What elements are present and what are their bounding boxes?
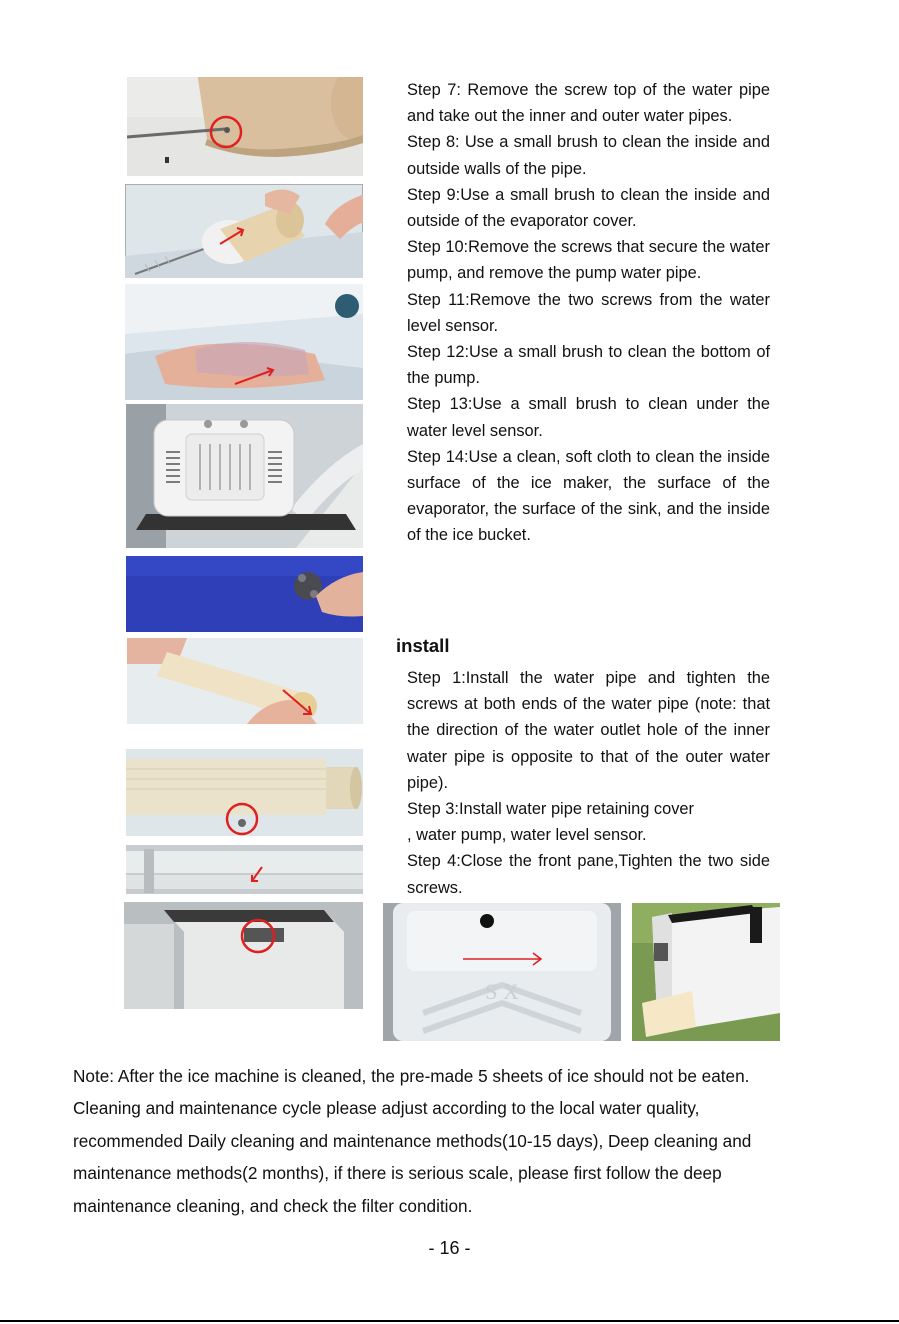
install-heading: install [396,635,450,656]
photo-front-panel-corner [124,902,363,1009]
photo-pipe-end-screw [126,749,363,836]
install-step-1: Step 1:Install the water pipe and tighten the screws at both ends of the water pipe (note: that the direction of the water outlet hole of the inner water pipe is opposite to that of the outer water pipe). [407,669,770,792]
install-step-3-continued: , water pump, water level sensor. [407,826,647,845]
photo-pipe-screw [127,77,363,176]
photo-evaporator-sx [383,903,621,1041]
step-13: Step 13:Use a small brush to clean under the water level sensor. [407,395,770,440]
note-line: maintenance cleaning, and check the filter condition. [73,1195,473,1216]
install-step-4: Step 4:Close the front pane,Tighten the two side screws. [407,852,770,897]
cleaning-steps [407,77,770,549]
page-number: - 16 - [428,1238,471,1258]
maintenance-note [73,1060,833,1222]
photo-install-pipe [127,638,363,724]
photo-brush-pipe [125,184,363,278]
photo-evaporator-cover [125,284,363,400]
photo-water-level-sensor [126,404,363,548]
step-11: Step 11:Remove the two screws from the water level sensor. [407,290,770,335]
bottom-rule [0,1320,899,1322]
step-10: Step 10:Remove the screws that secure the water pump, and remove the pump water pipe. [407,238,770,283]
photo-retaining-cover [126,845,363,894]
step-9: Step 9:Use a small brush to clean the inside and outside of the evaporator cover. [407,185,770,231]
photo-ice-maker-closed [632,903,780,1041]
install-steps [407,665,770,901]
cover-letters: S X [485,979,519,1004]
photo-pump-blue [126,556,363,632]
install-step-3: Step 3:Install water pipe retaining cover [407,800,694,819]
step-7: Step 7: Remove the screw top of the water pipe and take out the inner and outer water pipes. [407,81,770,126]
note-line: recommended Daily cleaning and maintenance methods(10-15 days), Deep cleaning and [73,1130,752,1151]
note-line: Cleaning and maintenance cycle please adjust according to the local water quality, [73,1098,700,1119]
step-8: Step 8: Use a small brush to clean the inside and outside walls of the pipe. [407,133,770,178]
step-12: Step 12:Use a small brush to clean the bottom of the pump. [407,343,770,388]
note-line: Note: After the ice machine is cleaned, the pre-made 5 sheets of ice should not be eaten. [73,1066,750,1086]
step-14: Step 14:Use a clean, soft cloth to clean the inside surface of the ice maker, the surface of the evaporator, the surface of the sink, and the inside of the ice bucket. [407,447,770,545]
note-line: maintenance methods(2 months), if there is serious scale, please first follow the deep [73,1163,722,1184]
